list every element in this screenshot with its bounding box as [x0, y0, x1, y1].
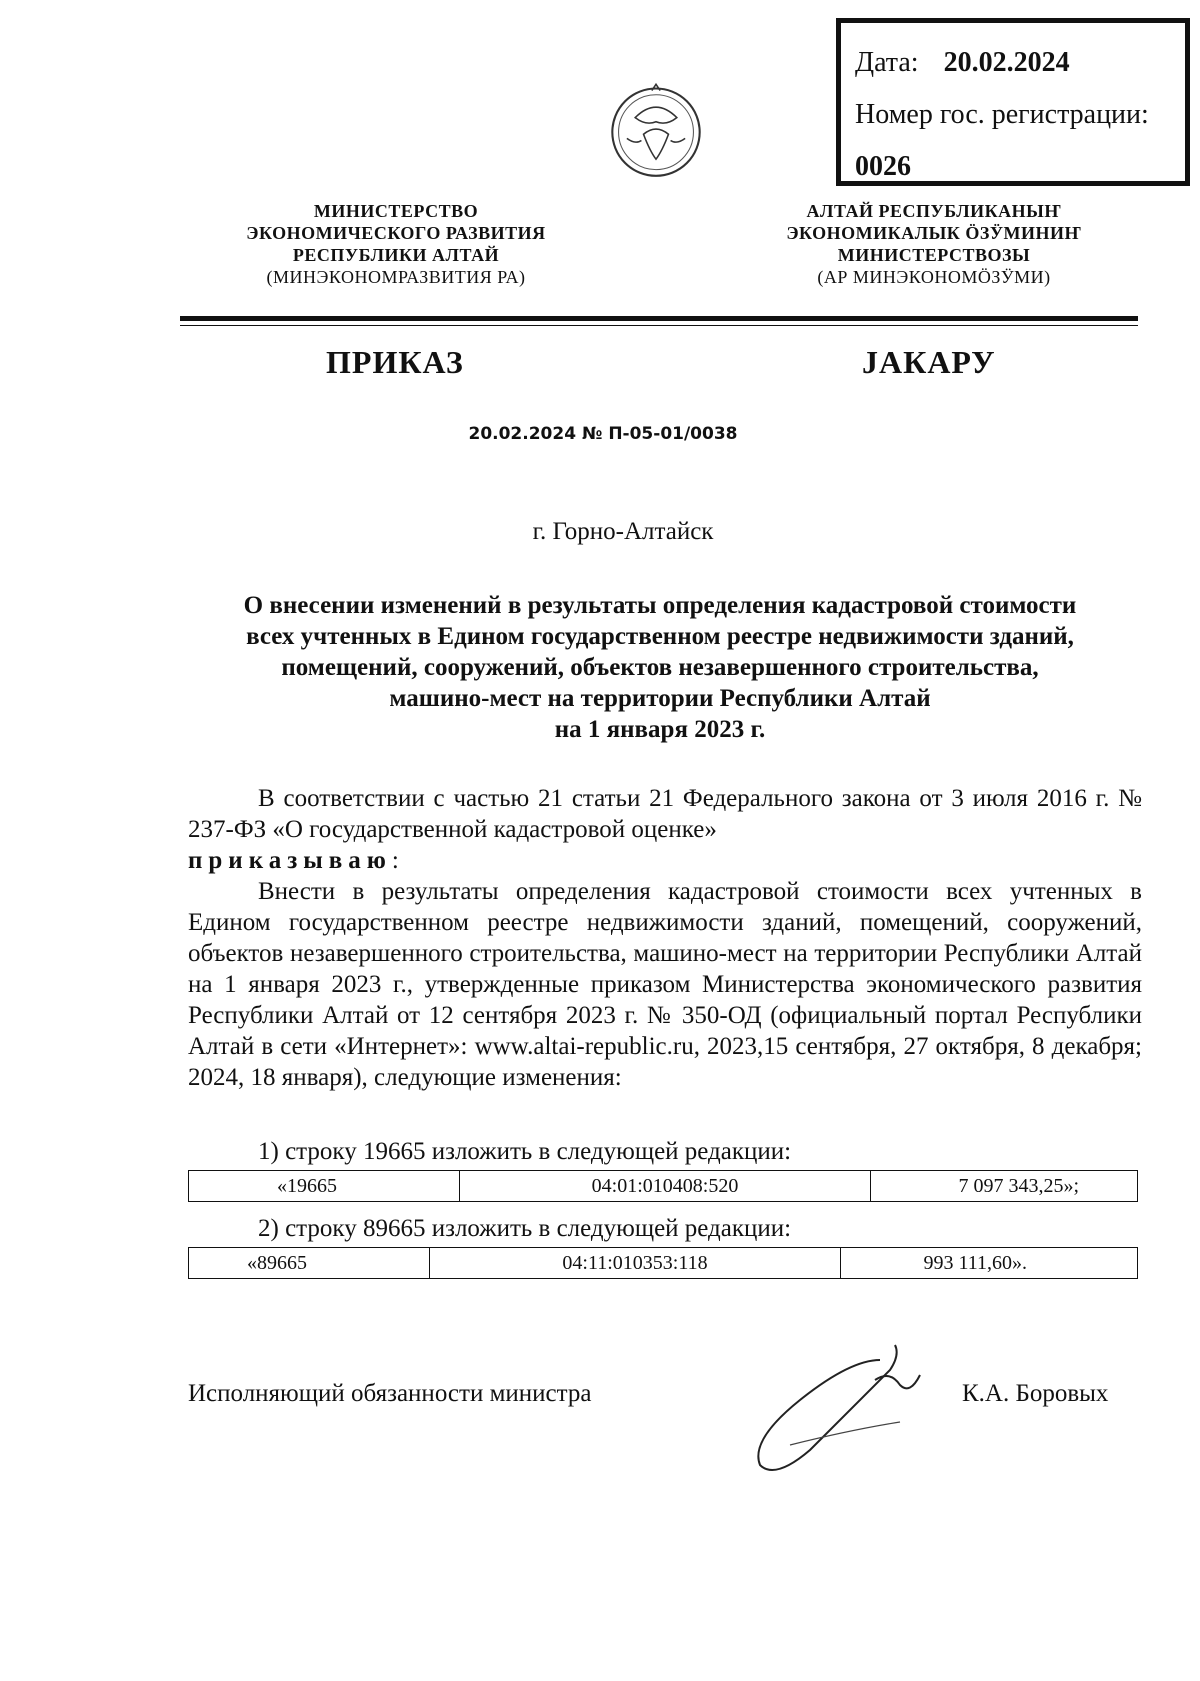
body-text [188, 783, 1142, 1093]
signatory-name: К.А. Боровых [962, 1380, 1109, 1407]
change-table-1 [188, 1170, 1138, 1202]
ministry-header-ru [166, 200, 626, 288]
ministry-short-name: (АР МИНЭКОНОМÖЗӰМИ) [817, 267, 1051, 287]
order-heading [180, 590, 1140, 745]
signatory-position: Исполняющий обязанности министра [188, 1380, 592, 1407]
heading-line: машино-мест на территории Республики Алтай [389, 685, 931, 712]
header-divider-thin [180, 325, 1138, 326]
registration-date-label: Дата: [855, 47, 919, 78]
ministry-line: ЭКОНОМИЧЕСКОГО РАЗВИТИЯ [246, 223, 546, 243]
handwritten-signature-icon [730, 1330, 950, 1480]
registration-number-label: Номер гос. регистрации: [855, 99, 1149, 130]
registration-box [836, 18, 1190, 186]
table-cell-cadastral-number: 04:01:010408:520 [460, 1171, 871, 1202]
heading-line: помещений, сооружений, объектов незавершенного строительства, [281, 654, 1039, 681]
ministry-line: РЕСПУБЛИКИ АЛТАЙ [292, 245, 500, 265]
order-title-ru: ПРИКАЗ [326, 344, 464, 380]
order-colon: : [391, 847, 399, 874]
table-row [189, 1171, 1138, 1202]
table-cell-row-number: «19665 [189, 1171, 460, 1202]
registration-number-value: 0026 [855, 151, 911, 182]
ministry-header-alt [704, 200, 1164, 288]
heading-line: О внесении изменений в результаты определения кадастровой стоимости [243, 592, 1077, 619]
coat-of-arms-icon [604, 76, 708, 180]
order-number: 20.02.2024 № П-05-01/0038 [468, 424, 738, 444]
order-title-alt: JАКАРУ [862, 344, 996, 380]
body-paragraph-2: Внести в результаты определения кадастровой стоимости всех учтенных в Едином государственном реестре недвижимости зданий, помещений, сооружений, объектов незавершенного строительства, машино-мест на территории Республики Алтай на 1 января 2023 г., утвержденные приказом Министерства экономического развития Республики Алтай от 12 сентября 2023 г. № 350-ОД (официальный портал Республики Алтай в сети «Интернет»: www.altai-republic.ru, 2023,15 сентября, 27 октября, 8 декабря; 2024, 18 января), следующие изменения: [188, 878, 1142, 1091]
order-word: приказываю [188, 847, 392, 874]
ministry-line: МИНИСТЕРСТВО [313, 201, 479, 221]
change-intro-1: 1) строку 19665 изложить в следующей редакции: [258, 1138, 792, 1165]
table-row [189, 1248, 1138, 1279]
ministry-line: ЭКОНОМИКАЛЫК ÖЗӰМИНИҤ [786, 223, 1082, 243]
table-cell-cadastral-value: 993 111,60». [841, 1248, 1138, 1279]
heading-line: на 1 января 2023 г. [554, 716, 766, 743]
header-divider [180, 316, 1138, 321]
heading-line: всех учтенных в Едином государственном реестре недвижимости зданий, [246, 623, 1074, 650]
ministry-short-name: (МИНЭКОНОМРАЗВИТИЯ РА) [266, 267, 526, 287]
order-directive [188, 845, 1142, 876]
table-cell-row-number: «89665 [189, 1248, 430, 1279]
order-city: г. Горно-Алтайск [532, 518, 714, 545]
body-paragraph-1: В соответствии с частью 21 статьи 21 Федерального закона от 3 июля 2016 г. № 237-ФЗ «О государственной кадастровой оценке» [188, 785, 1142, 843]
ministry-line: МИНИСТЕРСТВОЗЫ [837, 245, 1031, 265]
table-cell-cadastral-number: 04:11:010353:118 [430, 1248, 841, 1279]
ministry-line: АЛТАЙ РЕСПУБЛИКАНЫҤ [806, 201, 1062, 221]
registration-date-value: 20.02.2024 [943, 47, 1070, 78]
table-cell-cadastral-value: 7 097 343,25»; [871, 1171, 1138, 1202]
change-table-2 [188, 1247, 1138, 1279]
change-intro-2: 2) строку 89665 изложить в следующей редакции: [258, 1215, 792, 1242]
